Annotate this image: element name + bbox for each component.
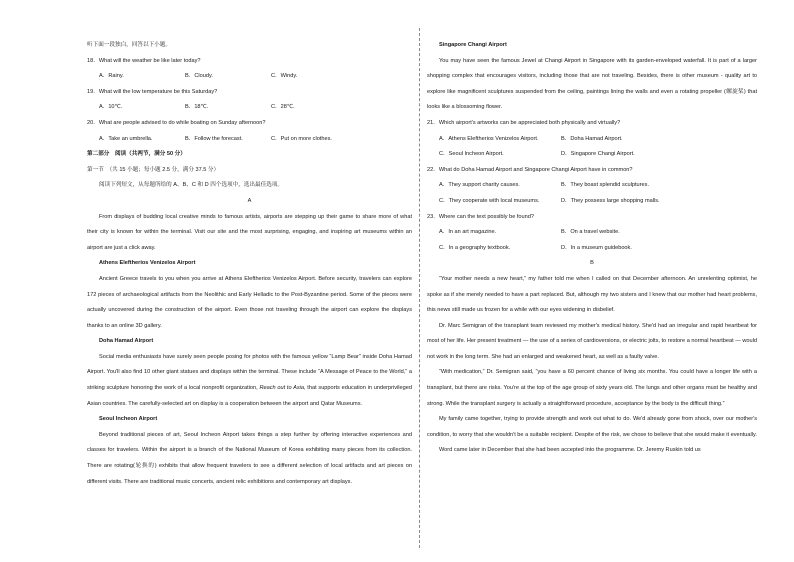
- option-b: B．18℃.: [185, 104, 209, 111]
- question-23-options-ab: [427, 225, 757, 241]
- option-a: A．Athens Eleftherios Venizelos Airport.: [439, 135, 539, 142]
- option-a: A．In an art magazine.: [439, 229, 497, 236]
- option-c: C．Seoul Incheon Airport.: [439, 151, 504, 158]
- option-c: C．28℃.: [271, 104, 295, 111]
- doha-text-b: , that supports education in underprivileged Asian countries. The carefully-selected art on display is a cooperation between the airport and Qatar Museums.: [87, 385, 412, 407]
- question-21: 21．Which airport's artworks can be appreciated both physically and virtually?: [427, 119, 621, 126]
- option-b: B．They boast splendid sculptures.: [561, 182, 649, 189]
- option-c: C．In a geography textbook.: [439, 244, 511, 251]
- left-column: [87, 38, 412, 490]
- question-20-options: [87, 132, 412, 148]
- question-23: 23．Where can the text possibly be found?: [427, 213, 534, 220]
- doha-heading: Doha Hamad Airport: [99, 338, 154, 345]
- option-a: A．Rainy.: [99, 73, 124, 80]
- option-b: B．Doha Hamad Airport.: [561, 135, 623, 142]
- question-18: 18．What will the weather be like later today?: [87, 57, 201, 64]
- option-b: B．On a travel website.: [561, 229, 620, 236]
- doha-paragraph: [87, 350, 412, 412]
- question-22: 22．What do Doha Hamad Airport and Singapore Changi Airport have in common?: [427, 166, 633, 173]
- passage-label-b: B: [590, 260, 594, 267]
- passage-a-intro: From displays of budding local creative minds to famous artists, airports are stepping up their game to share more of what their city is known for within the terminal. Visit our site and the most surprising, engaging, and inspiring art museums within an airport are just a click away.: [87, 213, 412, 251]
- singapore-heading: Singapore Changi Airport: [439, 42, 507, 48]
- question-18-options: [87, 69, 412, 85]
- right-column: [427, 38, 757, 459]
- reading-instruction: 阅读下列短文，从每题所给的 A、B、C 和 D 四个选项中，选出最佳选项。: [99, 182, 283, 189]
- question-23-options-cd: [427, 241, 757, 257]
- doha-text-a: Social media enthusiasts have surely seen people posing for photos with the famous yellow “Lamp Bear” inside Doha Hamad Airport. You'll also find 10 other giant statues and displays within the terminal. These include “A Message of Peace to the World,” a striking sculpture honoring the work of a local nonprofit organization,: [87, 353, 412, 392]
- question-20: 20．What are people advised to do while boating on Sunday afternoon?: [87, 119, 266, 126]
- section-heading: 第一节 （共 15 小题；每小题 2.5 分，满分 37.5 分）: [87, 166, 220, 173]
- option-b: B．Cloudy.: [185, 73, 213, 80]
- part-heading: 第二部分 阅读（共两节，满分 50 分）: [87, 151, 186, 158]
- passage-b-paragraph-2: Dr. Marc Semigran of the transplant team reviewed my mother's medical history. She'd had an irregular and rapid heartbeat for most of her life. Her present treatment — the use of a series of cardioversions, or electric jolts, to restore a normal heartbeat — would not work in the long term. She had an enlarged and weakened heart, as well as a faulty valve.: [427, 322, 757, 360]
- column-divider: [419, 28, 420, 548]
- option-d: D．They possess large shopping malls.: [561, 197, 660, 204]
- seoul-paragraph: Beyond traditional pieces of art, Seoul Incheon Airport takes things a step further by offering interactive experiences and classes for travelers. Within the airport is a branch of the National Museum of Korea exhibiting many pieces from its collection. There are rotating(轮换的) exhibits that allow frequent travelers to see a different selection of local artifacts and art pieces on different visits. There are traditional music concerts, ancient relic exhibitions and contemporary art displays.: [87, 431, 412, 485]
- option-c: C．Put on more clothes.: [271, 135, 332, 142]
- option-c: C．They cooperate with local museums.: [439, 197, 540, 204]
- option-d: D．In a museum guidebook.: [561, 244, 632, 251]
- option-a: A．10℃.: [99, 104, 123, 111]
- question-19: 19．What will the low temperature be this Saturday?: [87, 88, 218, 95]
- option-c: C．Windy.: [271, 73, 298, 80]
- option-d: D．Singapore Changi Airport.: [561, 151, 635, 158]
- question-22-options-ab: [427, 178, 757, 194]
- question-21-options-cd: [427, 147, 757, 163]
- listening-intro: 听下面一段独白，回答以下小题。: [87, 42, 171, 48]
- passage-b-paragraph-3: “With medication,” Dr. Semigran said, “you have a 60 percent chance of living six months. You could have a longer life with a transplant, but there are risks. You're at the top of the age group of sixty years old. The lungs and other organs must be healthy and strong. While the transplant surgery is actually a straightforward procedure, acceptance by the body is the difficult thing.”: [427, 369, 757, 407]
- option-b: B．Follow the forecast.: [185, 135, 243, 142]
- option-a: A．They support charity causes.: [439, 182, 520, 189]
- question-22-options-cd: [427, 194, 757, 210]
- passage-label-a: A: [247, 197, 252, 204]
- passage-b-paragraph-4: My family came together, trying to provide strength and work out what to do. We'd already gone from shock, over our mother's condition, to worry that she wouldn't be a suitable recipient. Despite of the risk, we chose to believe that she would make it eventually.: [427, 416, 757, 438]
- seoul-heading: Seoul Incheon Airport: [99, 416, 158, 423]
- doha-text-italic: Reach out to Asia: [259, 385, 304, 392]
- passage-b-paragraph-1: “Your mother needs a new heart,” my father told me when I called on that December afternoon. An unrelenting optimist, he spoke as if she merely needed to have a part replaced. But, although my two sisters and I knew that our mother had heart problems, this news still made us frozen for a while with our eyes widening in disbelief.: [427, 275, 757, 314]
- option-a: A．Take an umbrella.: [99, 135, 153, 142]
- athens-heading: Athens Eleftherios Venizelos Airport: [99, 260, 196, 267]
- athens-paragraph: Ancient Greece travels to you when you arrive at Athens Eleftherios Venizelos Airport. Before security, travelers can explore 172 pieces of archaeological artifacts from the Neolithic and Early Helladic to the Post-Byzantine period. Some of the pieces were actually uncovered during the construction of the airport. Even those not traveling through the airport can explore the displays thanks to an online 3D gallery.: [87, 275, 412, 329]
- singapore-paragraph: You may have seen the famous Jewel at Changi Airport in Singapore with its garden-enveloped waterfall. It is part of a larger shopping complex that encourages visitors, including those that are not traveling. Besides, there is other museum - quality art to explore like magnificent sculptures suspended from the ceiling, paintings lining the walls and even a rotating propeller (螺旋桨) that looks like a blossoming flower.: [427, 57, 757, 111]
- question-21-options-ab: [427, 132, 757, 148]
- question-19-options: [87, 100, 412, 116]
- passage-b-paragraph-5: Word came later in December that she had been accepted into the programme. Dr. Jeremy Ruskin told us: [439, 447, 701, 454]
